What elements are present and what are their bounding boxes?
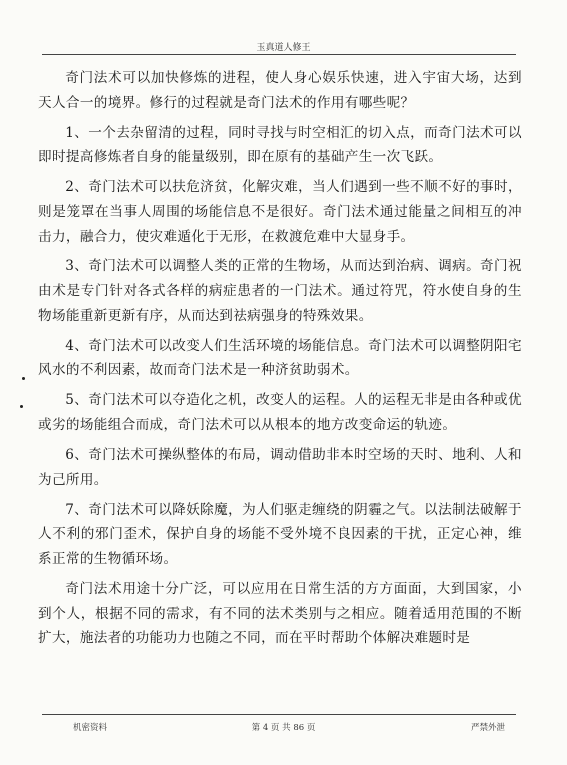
paragraph-intro: 奇门法术可以加快修炼的进程，使人身心娱乐快速，进入宇宙大场，达到天人合一的境界。修行的过程就是奇门法术的作用有哪些呢？	[38, 70, 522, 111]
paragraph-point-3: 3、奇门法术可以调整人类的正常的生物场，从而达到治病、调病。奇门祝由术是专门针对各式各样的病症患者的一门法术。通过符咒，符水使自身的生物场能重新更新有序，从而达到祛病强身的特殊效果。	[38, 258, 522, 324]
scan-speck	[22, 377, 25, 380]
paragraph-point-4: 4、奇门法术可以改变人们生活环境的场能信息。奇门法术可以调整阴阳宅风水的不利因素，故而奇门法术是一种济贫助弱术。	[38, 337, 522, 379]
paragraph-summary: 奇门法术用途十分广泛，可以应用在日常生活的方方面面，大到国家，小到个人，根据不同的需求，有不同的法术类别与之相应。随着适用范围的不断扩大，施法者的功能功力也随之不同，而在平时帮助个体解决难题时是	[38, 580, 522, 647]
page-number: 第 4 页 共 86 页	[251, 723, 316, 733]
header-divider	[42, 54, 516, 55]
body-text	[38, 66, 522, 656]
paragraph-point-2: 2、奇门法术可以扶危济贫，化解灾难，当人们遇到一些不顺不好的事时，则是笼罩在当事人周围的场能信息不是很好。奇门法术通过能量之间相互的冲击力，融合力，使灾难遁化于无形，在救渡危难中大显身手。	[38, 179, 522, 245]
paragraph-point-5: 5、奇门法术可以夺造化之机，改变人的运程。人的运程无非是由各种或优或劣的场能组合而成，奇门法术可以从根本的地方改变命运的轨迹。	[38, 392, 522, 434]
paragraph-point-6: 6、奇门法术可操纵整体的布局，调动借助非本时空场的天时、地利、人和为己所用。	[38, 446, 522, 488]
paragraph-point-7: 7、奇门法术可以降妖除魔，为人们驱走缠绕的阴霾之气。以法制法破解于人不利的邪门歪术，保护自身的场能不受外境不良因素的干扰，正定心神，维系正常的生物循环场。	[38, 501, 522, 567]
scan-speck	[20, 405, 23, 408]
running-header: 玉真道人修王	[256, 43, 311, 53]
paragraph-point-1: 1、一个去杂留清的过程，同时寻找与时空相汇的切入点，而奇门法术可以即时提高修炼者自身的能量级别，即在原有的基础产生一次飞跃。	[38, 124, 522, 166]
footer-restriction-label: 严禁外泄	[470, 723, 505, 733]
footer-divider	[42, 714, 516, 715]
footer-confidential-label: 机密资料	[73, 723, 108, 733]
